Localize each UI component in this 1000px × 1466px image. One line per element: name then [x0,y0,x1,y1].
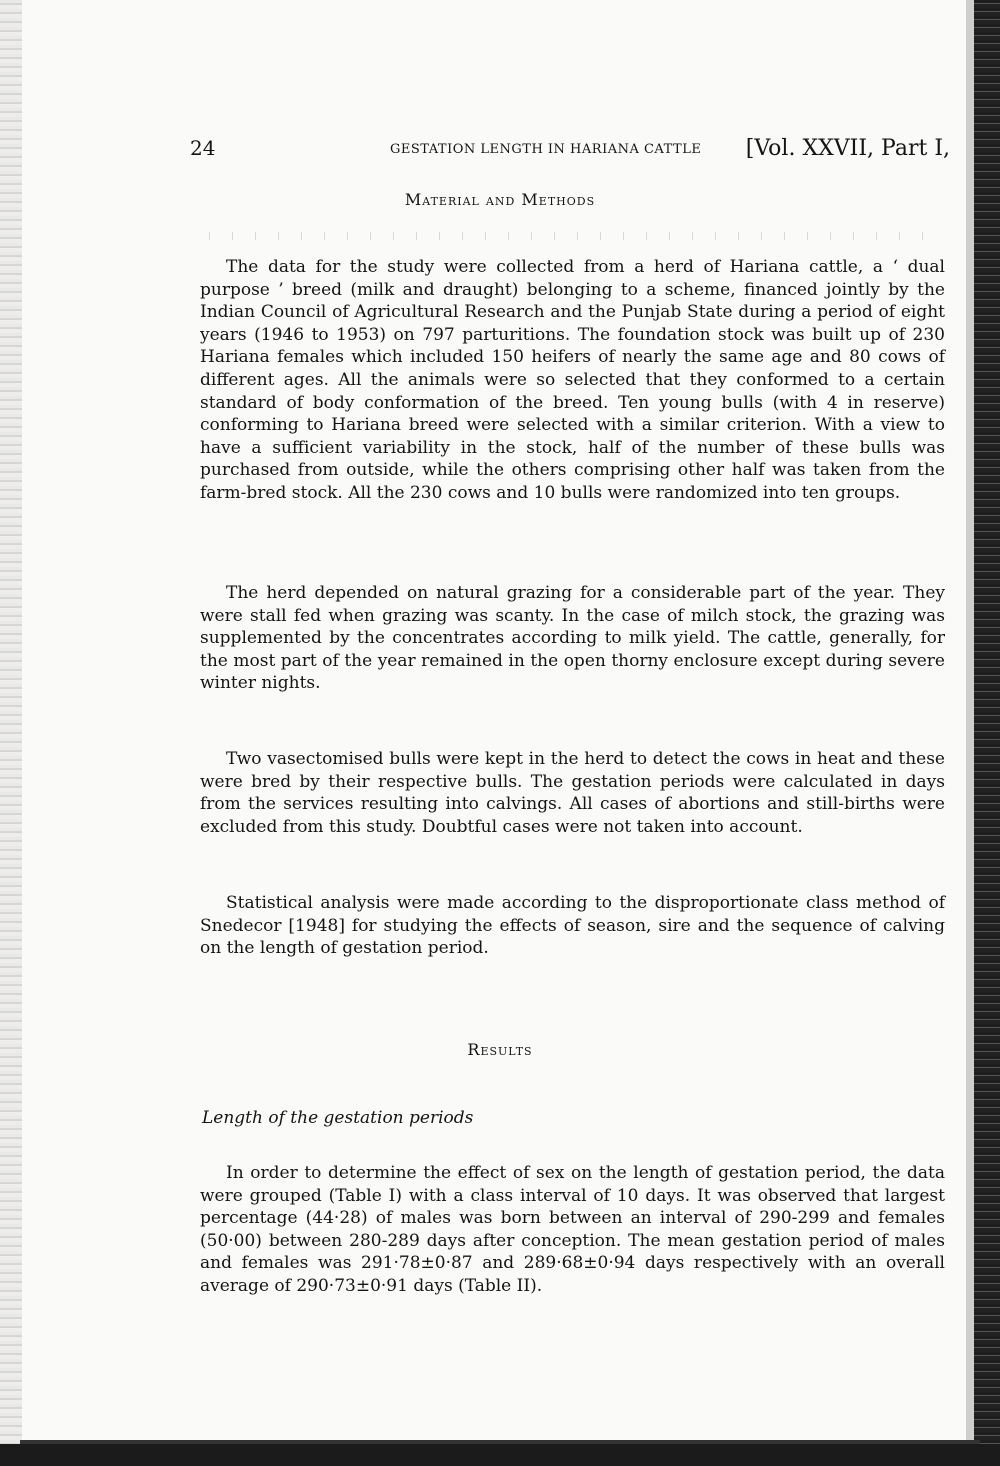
scan-right-margin [966,0,974,1466]
scan-bottom-edge [0,1444,1000,1466]
running-title: GESTATION LENGTH IN HARIANA CATTLE [390,142,702,157]
scan-left-edge [0,0,22,1466]
paragraph-data-collection: The data for the study were collected from a herd of Hariana cattle, a ‘ dual purpose ’ breed (milk and draught) belonging to a scheme, financed jointly by the Indian Council of Agricultural Research and the Punjab State during a period of eight years (1946 to 1953) on 797 parturitions. The foundation stock was built up of 230 Hariana females which included 150 heifers of nearly the same age and 80 cows of different ages. All the animals were so selected that they conformed to a certain standard of body conformation of the breed. Ten young bulls (with 4 in reserve) conforming to Hariana breed were selected with a similar criterion. With a view to have a sufficient variability in the stock, half of the number of these bulls was purchased from outside, while the others comprising other half was taken from the farm-bred stock. All the 230 cows and 10 bulls were randomized into ten groups. [200,257,945,503]
scan-specks [200,232,940,240]
paragraph-grazing: The herd depended on natural grazing for a considerable part of the year. They were stall fed when grazing was scanty. In the case of milch stock, the grazing was supplemented by the concentrates according to milk yield. The cattle, generally, for the most part of the year remained in the open thorny enclosure except during severe winter nights. [200,583,945,694]
paragraph-results: In order to determine the effect of sex on the length of gestation period, the data were grouped (Table I) with a class interval of 10 days. It was observed that largest percentage (44·28) of males was born between an interval of 290-299 and females (50·00) between 280-289 days after conception. The mean gestation period of males and females was 291·78±0·87 and 289·68±0·94 days respectively with an overall average of 290·73±0·91 days (Table II). [200,1163,945,1296]
page-header [190,136,950,168]
subheading-gestation-length: Length of the gestation periods [202,1108,474,1128]
paragraph-breeding: Two vasectomised bulls were kept in the herd to detect the cows in heat and these were bred by their respective bulls. The gestation periods were calculated in days from the services resulting into calvings. All cases of abortions and still-births were excluded from this study. Doubtful cases were not taken into account. [200,749,945,837]
page-number: 24 [190,136,216,160]
results-heading: Results [467,1040,533,1059]
scan-right-edge [974,0,1000,1466]
methods-heading: Material and Methods [404,190,596,209]
volume-label: [Vol. XXVII, Part I, [745,136,950,161]
paragraph-statistics: Statistical analysis were made according to the disproportionate class method of Snedecor [1948] for studying the effects of season, sire and the sequence of calving on the length of gestation period. [200,893,945,959]
